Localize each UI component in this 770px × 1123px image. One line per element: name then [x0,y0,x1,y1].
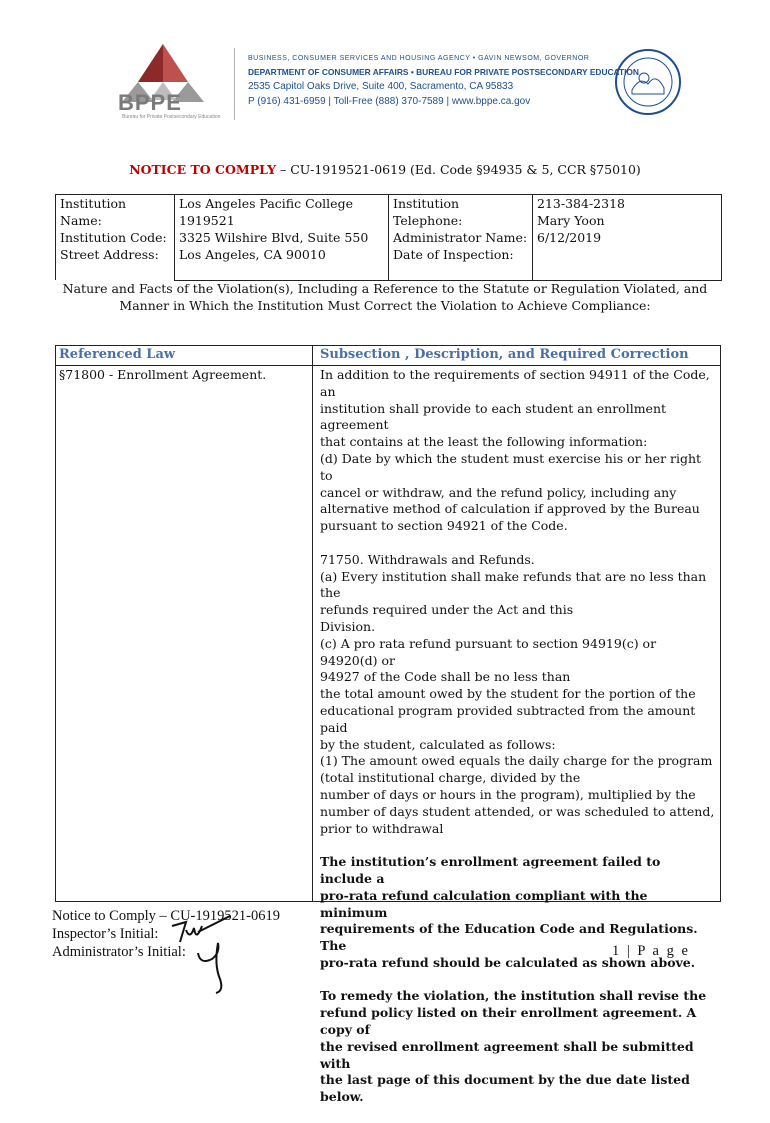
logo-subtitle: Bureau for Private Postsecondary Education [122,114,221,120]
line: (c) A pro rata refund pursuant to section 94919(c) or 94920(d) or [320,635,657,668]
phone-line: P (916) 431-6959 | Toll-Free (888) 370-7589 | www.bppe.ca.gov [248,96,531,107]
paragraph-requirements [320,367,716,535]
agency-line: BUSINESS, CONSUMER SERVICES AND HOUSING AGENCY • GAVIN NEWSOM, GOVERNOR [248,55,590,62]
line: prior to withdrawal [320,820,444,836]
line: pro-rata refund should be calculated as shown above. [320,954,696,970]
notice-title [0,162,770,177]
administrator-initial-label: Administrator’s Initial: [52,944,186,960]
administrator-name: Mary Yoon [537,213,605,228]
nature-of-violation-heading: Nature and Facts of the Violation(s), Including a Reference to the Statute or Regulation Violated, and Manner in Which the Institution Must Correct the Violation to Achieve Compliance: [62,281,708,313]
line: requirements of the Education Code and Regulations. The [320,921,698,954]
line: the last page of this document by the due date listed below. [320,1072,690,1105]
telephone: 213-384-2318 [537,196,625,211]
institution-values [175,195,389,281]
line: In addition to the requirements of section 94911 of the Code, an [320,367,710,399]
line: refunds required under the Act and this [320,602,574,618]
violation-description [320,367,716,1123]
line: number of days student attended, or was scheduled to attend, [320,803,715,819]
description-header: Subsection , Description, and Required Correction [320,347,689,362]
street-address-label: Street Address: [60,247,159,262]
inspection-date: 6/12/2019 [537,230,602,245]
line: 94927 of the Code shall be no less than [320,669,571,685]
page-number: 1 | P a g e [612,943,690,959]
line: alternative method of calculation if approved by the Bureau [320,501,700,517]
inspection-date-label: Date of Inspection: [393,247,514,262]
line: number of days or hours in the program), multiplied by the [320,786,696,802]
paragraph-refunds [320,552,716,838]
line: (a) Every institution shall make refunds that are no less than the [320,568,707,601]
line: The institution’s enrollment agreement failed to include a [320,854,661,886]
header-rule [56,365,720,366]
label-institution-name [56,195,175,281]
line: the revised enrollment agreement shall be submitted with [320,1038,694,1071]
line: cancel or withdraw, and the refund policy, including any [320,484,677,500]
institution-code: 1919521 [179,213,235,228]
state-seal-icon [614,48,682,116]
line: Division. [320,618,376,634]
institution-code-label: Institution Code: [60,230,167,245]
line: To remedy the violation, the institution shall revise the [320,988,707,1004]
administrator-signature [190,935,240,995]
referenced-law: §71800 - Enrollment Agreement. [59,367,267,382]
column-divider [312,346,313,901]
contact-labels [389,195,533,281]
paragraph-remedy [320,988,716,1106]
institution-info-table [55,194,722,281]
header-divider [234,48,235,120]
footer [52,907,280,961]
line: (d) Date by which the student must exercise his or her right to [320,450,702,483]
line: 71750. Withdrawals and Refunds. [320,551,535,567]
institution-name: Los Angeles Pacific College [179,196,353,211]
line: pro-rata refund calculation compliant with the minimum [320,887,648,920]
line: (1) The amount owed equals the daily charge for the program [320,753,713,769]
referenced-law-header: Referenced Law [59,347,176,362]
footer-notice-ref: Notice to Comply – CU-1919521-0619 [52,908,280,924]
notice-title-red: NOTICE TO COMPLY [129,162,277,177]
contact-values [533,195,722,281]
address-line: 2535 Capitol Oaks Drive, Suite 400, Sacramento, CA 95833 [248,81,514,92]
line: pursuant to section 94921 of the Code. [320,518,568,534]
department-line: DEPARTMENT OF CONSUMER AFFAIRS • BUREAU FOR PRIVATE POSTSECONDARY EDUCATION [248,67,639,77]
line: refund policy listed on their enrollment agreement. A copy of [320,1005,697,1038]
notice-title-rest: – CU-1919521-0619 (Ed. Code §94935 & 5, CCR §75010) [276,162,641,177]
telephone-label: Institution Telephone: [393,196,463,228]
letterhead [248,55,639,107]
logo-text: BPPE [118,90,182,115]
line: the total amount owed by the student for the portion of the [320,686,696,702]
line: by the student, calculated as follows: [320,736,556,752]
institution-name-label: Institution Name: [60,196,127,228]
line: educational program provided subtracted from the amount paid [320,702,696,735]
inspector-initial-label: Inspector’s Initial: [52,926,159,942]
line: institution shall provide to each student an enrollment agreement [320,400,667,433]
line: (total institutional charge, divided by the [320,770,581,786]
street-address-1: 3325 Wilshire Blvd, Suite 550 [179,230,369,245]
administrator-label: Administrator Name: [393,230,528,245]
line: that contains at the least the following information: [320,434,648,450]
street-address-2: Los Angeles, CA 90010 [179,247,326,262]
